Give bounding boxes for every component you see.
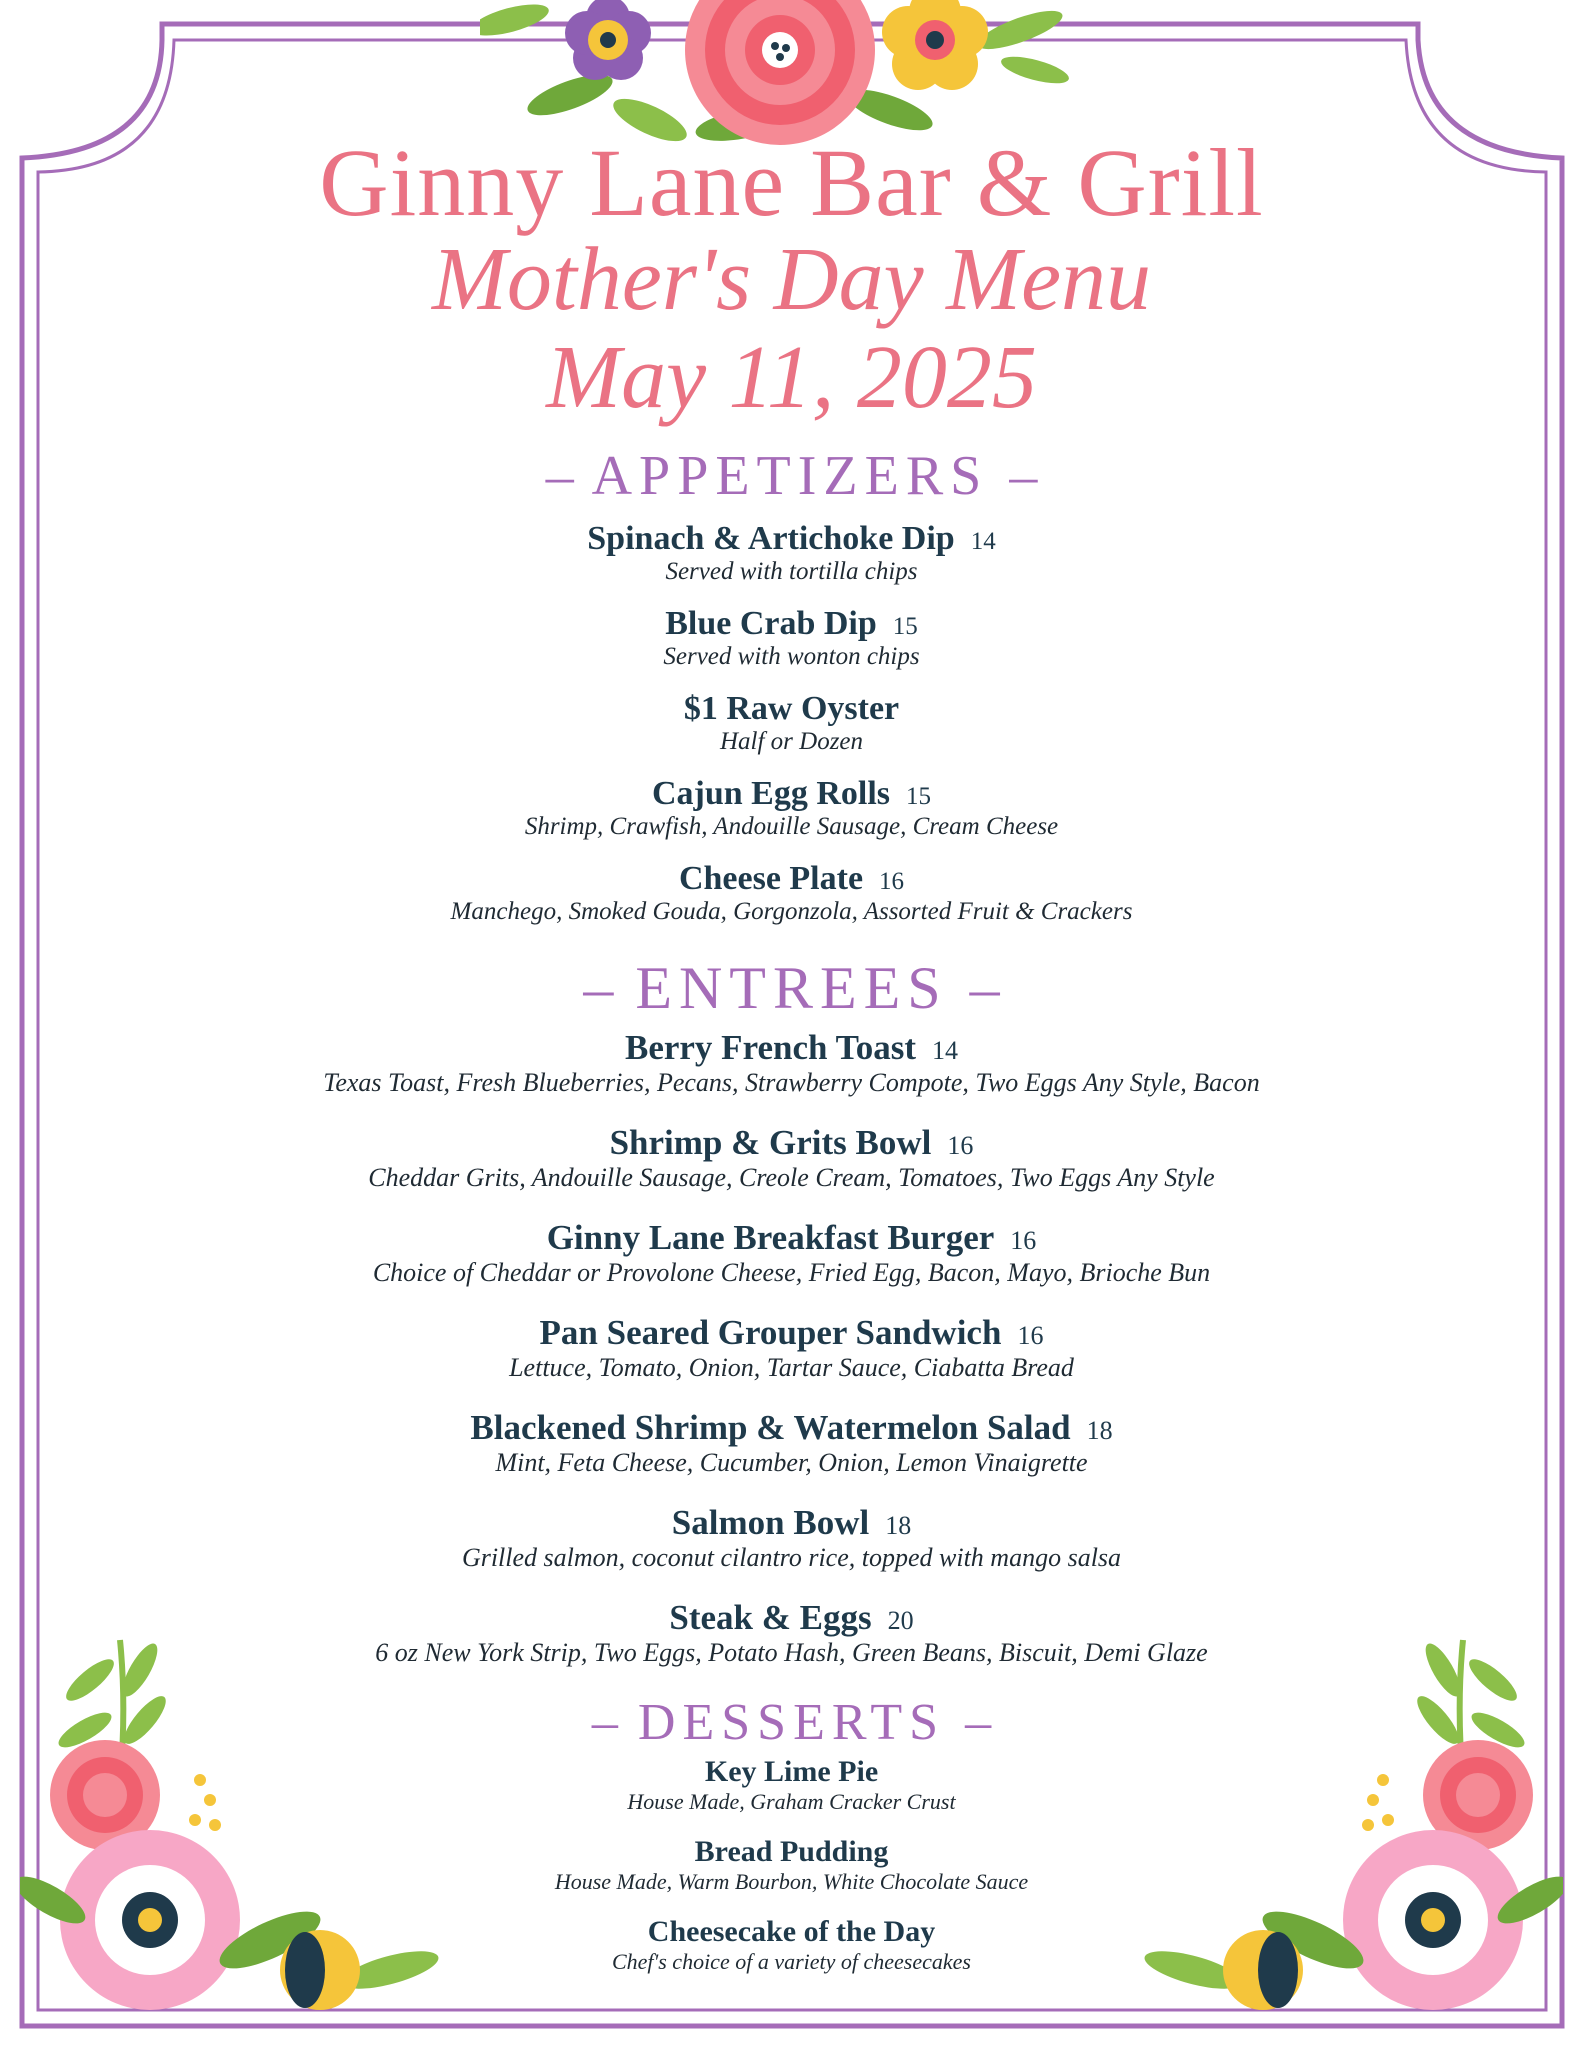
menu-item-description: Cheddar Grits, Andouille Sausage, Creole Cream, Tomatoes, Two Eggs Any Style	[368, 1163, 1215, 1192]
menu-item-price: 15	[892, 613, 918, 640]
menu-item	[0, 860, 1583, 926]
menu-item-name: Cheese Plate	[678, 860, 864, 897]
menu-item	[0, 1123, 1583, 1193]
menu-item-name: Pan Seared Grouper Sandwich	[539, 1313, 1002, 1352]
menu-item-name: Cajun Egg Rolls	[651, 775, 891, 812]
menu-item-name: Key Lime Pie	[704, 1755, 879, 1788]
menu-item-name: Shrimp & Grits Bowl	[609, 1123, 932, 1162]
menu-item-name: Blue Crab Dip	[665, 605, 877, 642]
menu-item-description: Mint, Feta Cheese, Cucumber, Onion, Lemon Vinaigrette	[495, 1448, 1088, 1477]
menu-item-name: Salmon Bowl	[671, 1503, 870, 1542]
menu-item	[0, 520, 1583, 586]
menu-item-price: 18	[1086, 1416, 1113, 1445]
menu-item-description: Served with tortilla chips	[665, 558, 918, 585]
menu-item-name: Bread Pudding	[694, 1835, 889, 1868]
restaurant-name: Ginny Lane Bar & Grill	[319, 129, 1264, 236]
menu-item-description: Texas Toast, Fresh Blueberries, Pecans, Strawberry Compote, Two Eggs Any Style, Bacon	[323, 1068, 1260, 1097]
menu-item	[0, 605, 1583, 671]
menu-item-name: Cheesecake of the Day	[647, 1915, 936, 1948]
menu-item-name: Berry French Toast	[624, 1028, 916, 1067]
menu-item-name: Ginny Lane Breakfast Burger	[546, 1218, 995, 1257]
menu-item	[0, 1503, 1583, 1573]
menu-item-description: Grilled salmon, coconut cilantro rice, topped with mango salsa	[461, 1543, 1122, 1572]
menu-item	[0, 1028, 1583, 1098]
menu-item-name: Steak & Eggs	[669, 1598, 872, 1637]
menu-item-description: Manchego, Smoked Gouda, Gorgonzola, Assorted Fruit & Crackers	[450, 898, 1133, 925]
menu-item	[0, 1313, 1583, 1383]
menu-item	[0, 775, 1583, 841]
menu-item-description: Shrimp, Crawfish, Andouille Sausage, Cream Cheese	[524, 813, 1059, 840]
menu-item-name: Blackened Shrimp & Watermelon Salad	[470, 1408, 1071, 1447]
entrees-heading: – ENTREES –	[583, 955, 1000, 1021]
menu-item-price: 14	[932, 1036, 958, 1065]
menu-item-description: House Made, Graham Cracker Crust	[627, 1789, 956, 1814]
menu-item-description: 6 oz New York Strip, Two Eggs, Potato Hash, Green Beans, Biscuit, Demi Glaze	[375, 1638, 1208, 1667]
menu-item-description: Chef's choice of a variety of cheesecakes	[611, 1949, 971, 1974]
menu-date: May 11, 2025	[546, 328, 1037, 427]
menu-title: Mother's Day Menu	[431, 230, 1152, 329]
appetizers-heading: – APPETIZERS –	[545, 445, 1038, 507]
menu-item-description: House Made, Warm Bourbon, White Chocolate Sauce	[554, 1869, 1029, 1894]
menu-item-price: 20	[887, 1606, 914, 1635]
menu-item-price: 16	[879, 868, 905, 895]
desserts-heading: – DESSERTS –	[591, 1694, 992, 1751]
menu-item-price: 16	[1010, 1226, 1037, 1255]
entrees-heading-label: ENTREES	[635, 955, 948, 1021]
menu-item-price: 14	[970, 528, 996, 555]
menu-item-price: 15	[906, 783, 932, 810]
menu-item-name: Spinach & Artichoke Dip	[587, 520, 955, 557]
desserts-heading-label: DESSERTS	[637, 1694, 946, 1751]
menu-item	[0, 690, 1583, 756]
menu-item	[0, 1218, 1583, 1288]
appetizers-heading-label: APPETIZERS	[591, 445, 989, 507]
menu-item-description: Served with wonton chips	[663, 643, 920, 670]
menu-item-price: 16	[947, 1131, 974, 1160]
bottom-right-floral-corner-icon	[1143, 1620, 1563, 2020]
menu-item	[0, 1408, 1583, 1478]
menu-item-description: Half or Dozen	[719, 728, 864, 755]
menu-item-price: 16	[1017, 1321, 1044, 1350]
menu-item-description: Choice of Cheddar or Provolone Cheese, Fried Egg, Bacon, Mayo, Brioche Bun	[372, 1258, 1211, 1287]
menu-item-price: 18	[885, 1511, 912, 1540]
menu-item-description: Lettuce, Tomato, Onion, Tartar Sauce, Ciabatta Bread	[509, 1353, 1074, 1382]
bottom-left-floral-corner-icon	[20, 1620, 440, 2020]
menu-item-name: $1 Raw Oyster	[683, 690, 900, 727]
